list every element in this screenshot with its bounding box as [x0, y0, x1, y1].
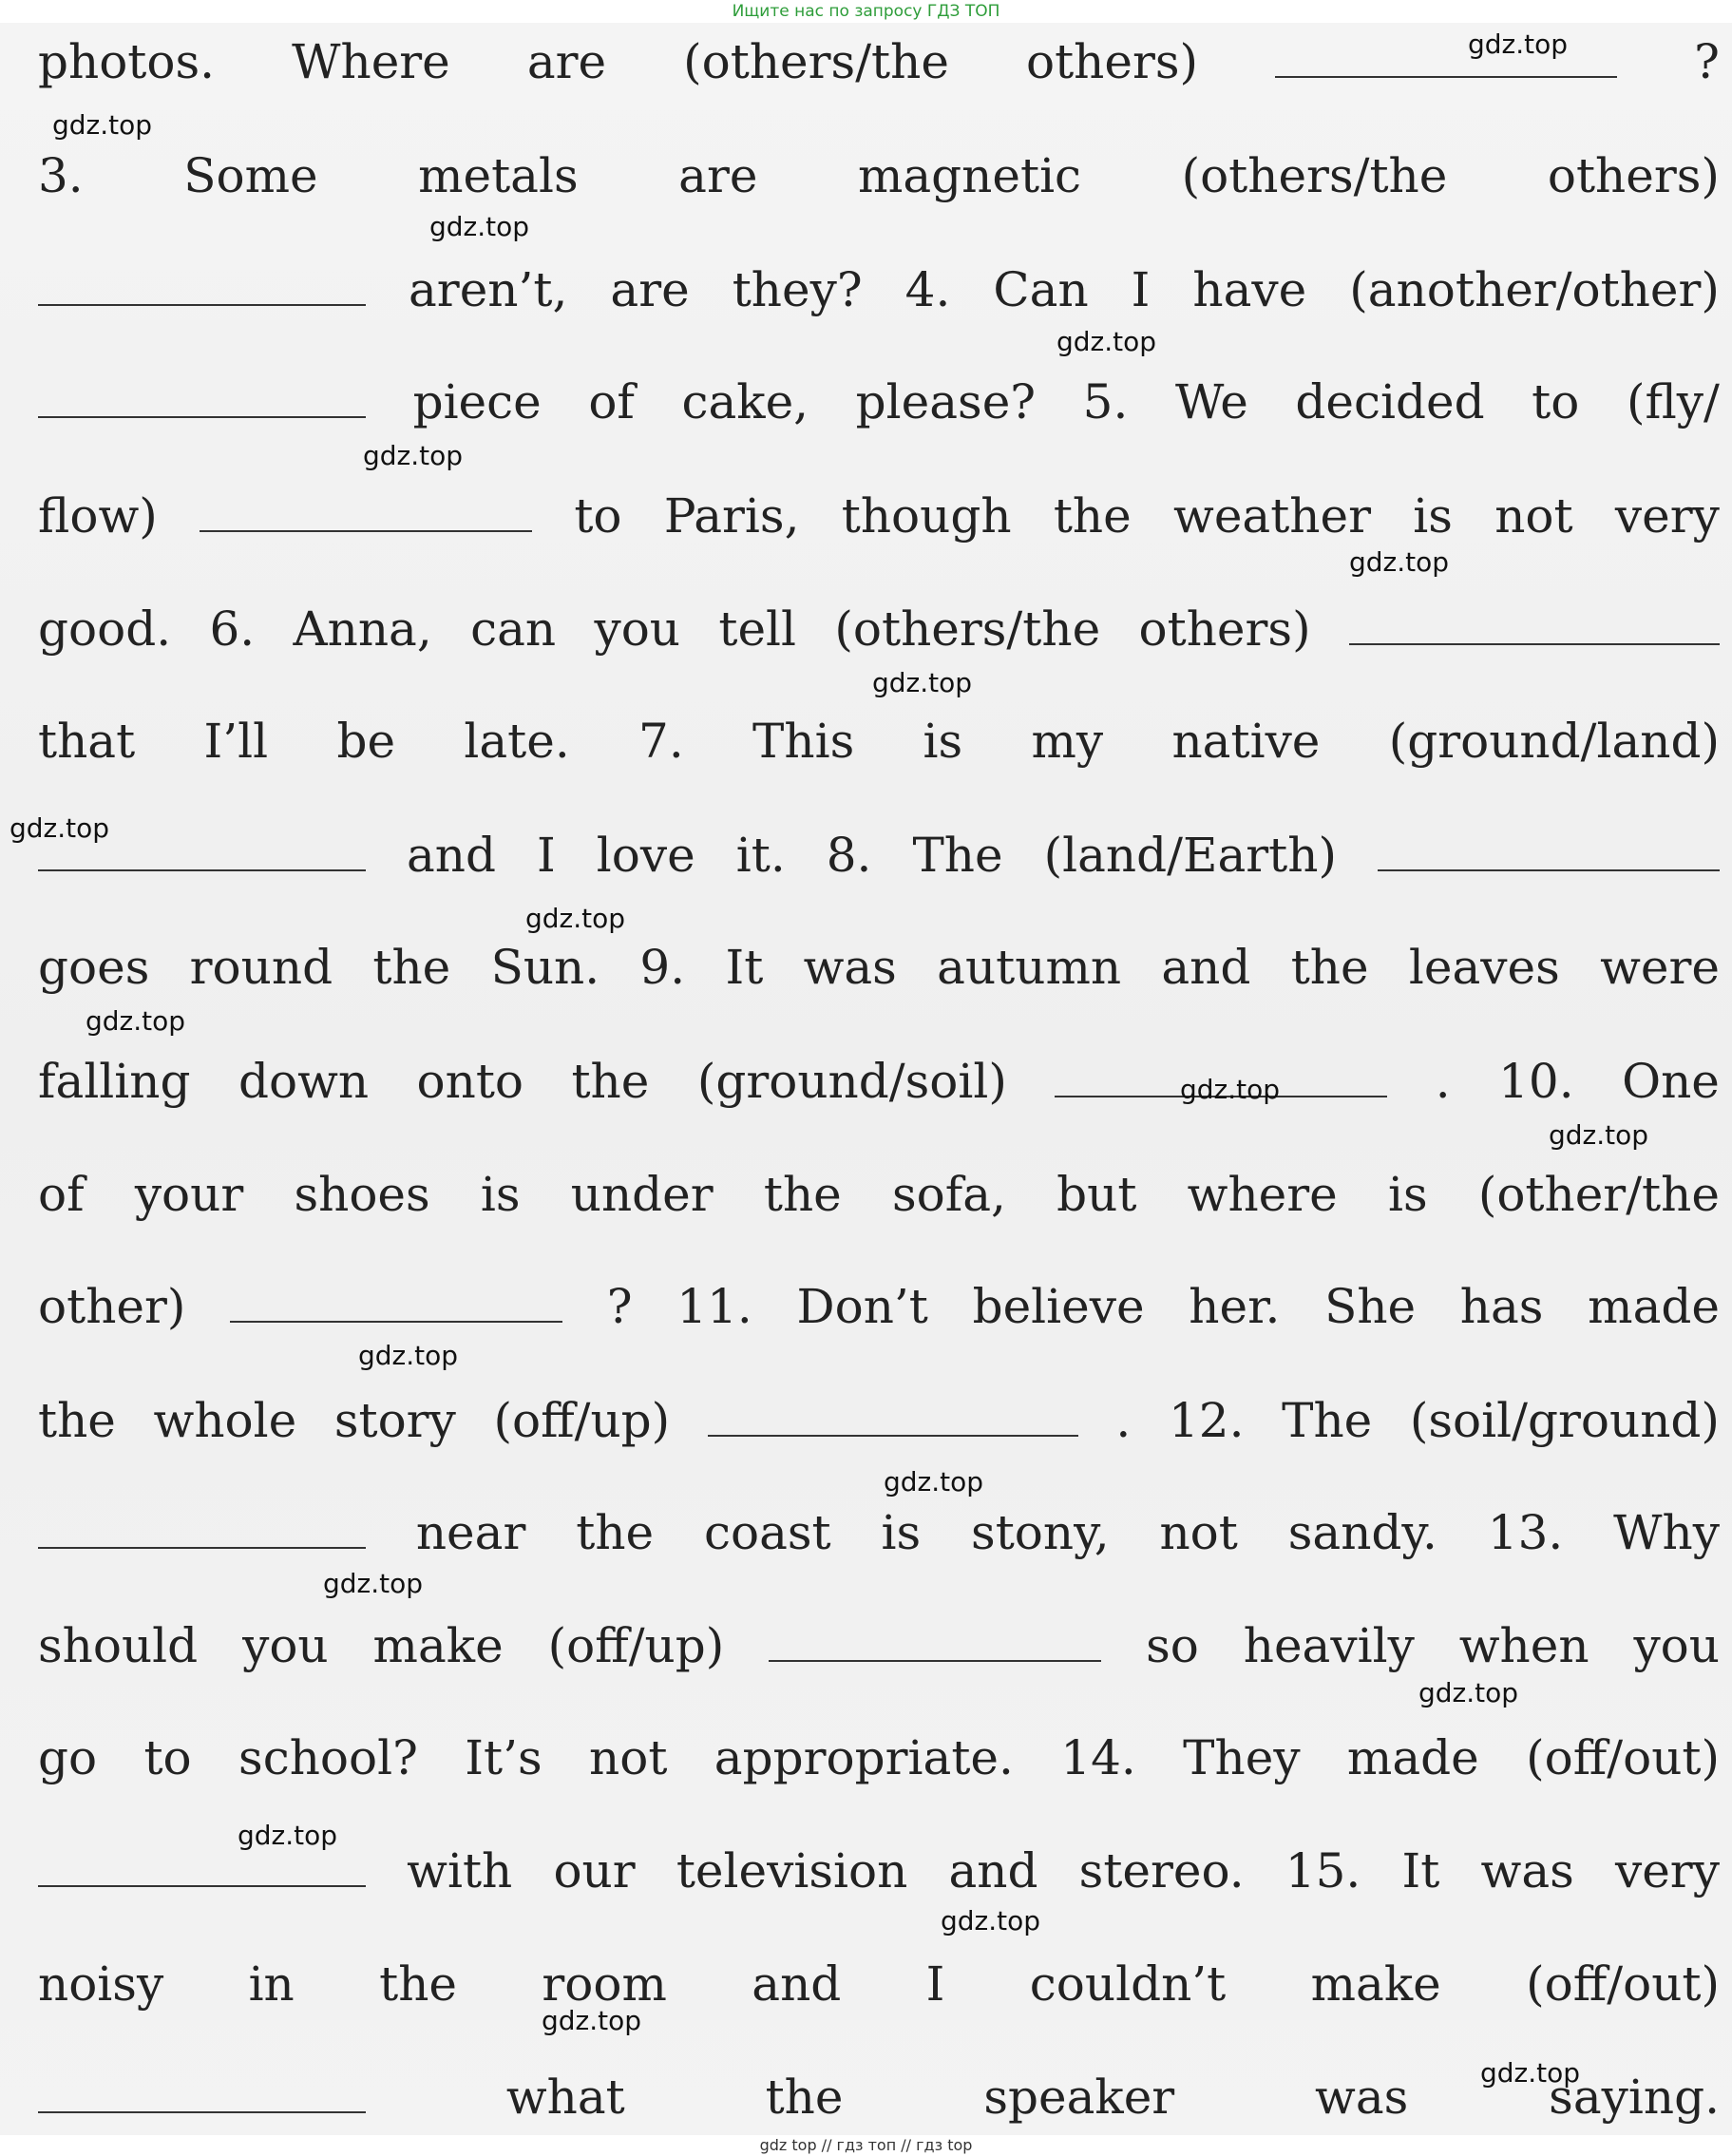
word: flow) [38, 488, 158, 544]
word: (off/out) [1526, 1956, 1720, 2012]
text-line [38, 2064, 1720, 2130]
word: shoes [294, 1167, 430, 1222]
text-line [38, 1499, 1720, 1566]
word: (land/Earth) [1043, 828, 1337, 883]
watermark: gdz.top [358, 1340, 459, 1371]
word: aren’t, [409, 262, 568, 317]
word: others) [1025, 34, 1199, 89]
word: be [336, 714, 396, 769]
answer-blank[interactable] [200, 496, 532, 532]
word: make [1310, 1956, 1441, 2012]
word: Some [183, 148, 318, 203]
word: and [948, 1843, 1038, 1898]
watermark: gdz.top [1418, 1677, 1519, 1708]
word: the [372, 940, 451, 995]
word: I [1131, 262, 1151, 317]
word: where [1187, 1167, 1338, 1222]
word: 13. [1487, 1505, 1564, 1560]
word: not [589, 1730, 668, 1785]
word: when [1458, 1618, 1589, 1673]
word: in [248, 1956, 295, 2012]
text-line [38, 369, 1720, 435]
word: good. [38, 601, 172, 657]
word: has [1459, 1279, 1544, 1334]
word: you [594, 601, 681, 657]
word: They [1183, 1730, 1301, 1785]
word: not [1494, 488, 1573, 544]
word: the [1290, 940, 1369, 995]
word: It’s [465, 1730, 542, 1785]
word: are [610, 262, 690, 317]
word: is [480, 1167, 521, 1222]
word: I [537, 828, 556, 883]
word: of [588, 374, 635, 429]
word: Anna, [293, 601, 432, 657]
answer-blank[interactable] [38, 382, 366, 418]
word: were [1600, 940, 1720, 995]
word: (fly/ [1626, 374, 1720, 429]
word: other) [38, 1279, 186, 1334]
word: and [1161, 940, 1251, 995]
text-line [38, 708, 1720, 774]
word: Sun. [490, 940, 600, 995]
watermark: gdz.top [1468, 29, 1569, 60]
word: is [1387, 1167, 1428, 1222]
word: the [38, 1393, 116, 1448]
word: television [676, 1843, 908, 1898]
word: was [1315, 2070, 1409, 2125]
word: story [333, 1393, 456, 1448]
word: couldn’t [1029, 1956, 1227, 2012]
word: I [925, 1956, 945, 2012]
watermark: gdz.top [323, 1568, 424, 1599]
watermark: gdz.top [1180, 1074, 1281, 1105]
word: to [1532, 374, 1580, 429]
text-line [38, 1725, 1720, 1791]
word: should [38, 1618, 199, 1673]
word: the [571, 1054, 650, 1109]
word: the [763, 1167, 842, 1222]
word: The [1282, 1393, 1373, 1448]
word: magnetic [857, 148, 1082, 203]
text-line [38, 1273, 1720, 1340]
word: The [912, 828, 1003, 883]
text-line [38, 934, 1720, 1001]
word: made [1346, 1730, 1479, 1785]
word: Don’t [796, 1279, 928, 1334]
word: your [134, 1167, 244, 1222]
word: (soil/ground) [1409, 1393, 1720, 1448]
text-line [38, 596, 1720, 662]
word: 12. [1168, 1393, 1245, 1448]
word: school? [238, 1730, 418, 1785]
watermark: gdz.top [941, 1905, 1041, 1937]
word: . [1115, 1393, 1132, 1448]
word: under [570, 1167, 714, 1222]
word: are [526, 34, 607, 89]
watermark: gdz.top [872, 667, 973, 698]
word: leaves [1408, 940, 1560, 995]
watermark: gdz.top [884, 1466, 984, 1498]
word: down [238, 1054, 370, 1109]
word: goes [38, 940, 150, 995]
answer-blank[interactable] [38, 2077, 366, 2113]
word: 8. [826, 828, 872, 883]
word: She [1324, 1279, 1417, 1334]
word: coast [703, 1505, 831, 1560]
word: It [1401, 1843, 1440, 1898]
word: noisy [38, 1956, 164, 2012]
word: to [143, 1730, 192, 1785]
word: I’ll [203, 714, 269, 769]
word: falling [38, 1054, 191, 1109]
word: Can [993, 262, 1089, 317]
watermark: gdz.top [86, 1005, 186, 1037]
word: saying. [1549, 2070, 1720, 2125]
watermark: gdz.top [1549, 1119, 1649, 1151]
word: my [1031, 714, 1104, 769]
word: autumn [937, 940, 1122, 995]
word: cake, [681, 374, 809, 429]
word: weather [1173, 488, 1371, 544]
word: her. [1189, 1279, 1281, 1334]
word: (others/the [834, 601, 1101, 657]
word: (others/the [683, 34, 949, 89]
word: and [752, 1956, 842, 2012]
word: . [1435, 1054, 1451, 1109]
watermark: gdz.top [525, 903, 626, 934]
watermark: gdz.top [238, 1820, 338, 1851]
word: love [596, 828, 695, 883]
word: sofa, [891, 1167, 1006, 1222]
word: 3. [38, 148, 84, 203]
word: (off/up) [547, 1618, 725, 1673]
word: stereo. [1078, 1843, 1245, 1898]
word: 15. [1285, 1843, 1361, 1898]
word: the [576, 1505, 655, 1560]
word: This [752, 714, 855, 769]
word: is [1413, 488, 1453, 544]
word: the [379, 1956, 458, 2012]
word: 9. [639, 940, 686, 995]
word: please? [855, 374, 1037, 429]
word: of [38, 1167, 85, 1222]
word: appropriate. [714, 1730, 1014, 1785]
word: 11. [676, 1279, 752, 1334]
word: (others/the [1181, 148, 1448, 203]
word: is [923, 714, 963, 769]
word: decided [1295, 374, 1485, 429]
word: speaker [983, 2070, 1175, 2125]
word: you [1633, 1618, 1720, 1673]
watermark: gdz.top [52, 109, 153, 141]
word: 14. [1060, 1730, 1136, 1785]
word: 6. [209, 601, 256, 657]
word: (ground/land) [1388, 714, 1720, 769]
watermark: gdz.top [429, 211, 530, 242]
word: (another/other) [1349, 262, 1720, 317]
word: with [407, 1843, 513, 1898]
word: was [803, 940, 897, 995]
answer-blank[interactable] [1349, 609, 1720, 645]
word: native [1171, 714, 1321, 769]
answer-blank[interactable] [1378, 835, 1720, 871]
watermark: gdz.top [542, 2005, 642, 2036]
word: they? [732, 262, 863, 317]
text-line [38, 1387, 1720, 1454]
top-banner[interactable]: Ищите нас по запросу ГДЗ ТОП [0, 0, 1732, 23]
word: that [38, 714, 136, 769]
word: made [1588, 1279, 1720, 1334]
word: have [1192, 262, 1307, 317]
text-line [38, 143, 1720, 209]
word: It [725, 940, 764, 995]
word: Where [292, 34, 450, 89]
word: ? [606, 1279, 633, 1334]
word: others) [1138, 601, 1311, 657]
text-line [38, 257, 1720, 323]
word: are [678, 148, 758, 203]
word: 7. [638, 714, 684, 769]
word: make [372, 1618, 504, 1673]
text-line [38, 1048, 1720, 1115]
word: tell [718, 601, 797, 657]
word: photos. [38, 34, 216, 89]
word: go [38, 1730, 98, 1785]
word: whole [153, 1393, 297, 1448]
word: round [189, 940, 333, 995]
word: and [407, 828, 497, 883]
word: 10. [1498, 1054, 1574, 1109]
word: Why [1613, 1505, 1720, 1560]
word: very [1614, 1843, 1720, 1898]
word: so [1146, 1618, 1199, 1673]
word: room [542, 1956, 667, 2012]
word: ? [1694, 34, 1720, 89]
text-line [38, 1951, 1720, 2017]
word: very [1614, 488, 1720, 544]
word: (off/up) [493, 1393, 671, 1448]
bottom-banner: gdz top // гдз топ // гдз top [0, 2135, 1732, 2156]
word: was [1480, 1843, 1574, 1898]
word: not [1159, 1505, 1238, 1560]
word: though [841, 488, 1012, 544]
watermark: gdz.top [1480, 2057, 1581, 2089]
word: the [1053, 488, 1132, 544]
watermark: gdz.top [363, 440, 464, 471]
answer-blank[interactable] [230, 1287, 562, 1323]
answer-blank[interactable] [38, 1513, 366, 1549]
word: the [765, 2070, 844, 2125]
answer-blank[interactable] [769, 1626, 1101, 1662]
word: piece [412, 374, 542, 429]
word: Paris, [663, 488, 800, 544]
answer-blank[interactable] [38, 1851, 366, 1887]
word: what [505, 2070, 625, 2125]
word: (ground/soil) [696, 1054, 1007, 1109]
word: can [470, 601, 557, 657]
text-line [38, 483, 1720, 549]
word: (other/the [1477, 1167, 1720, 1222]
word: heavily [1243, 1618, 1415, 1673]
answer-blank[interactable] [708, 1401, 1078, 1437]
word: believe [972, 1279, 1145, 1334]
word: 4. [904, 262, 951, 317]
word: sandy. [1287, 1505, 1437, 1560]
word: late. [464, 714, 570, 769]
watermark: gdz.top [1056, 326, 1157, 357]
watermark: gdz.top [1349, 546, 1450, 578]
text-line [38, 1612, 1720, 1679]
word: to [574, 488, 622, 544]
word: near [415, 1505, 526, 1560]
word: you [242, 1618, 329, 1673]
word: (off/out) [1526, 1730, 1720, 1785]
word: our [553, 1843, 636, 1898]
word: onto [416, 1054, 524, 1109]
text-line [38, 822, 1720, 888]
text-line [38, 1161, 1720, 1228]
word: One [1622, 1054, 1720, 1109]
word: is [881, 1505, 922, 1560]
answer-blank[interactable] [38, 270, 366, 306]
word: 5. [1082, 374, 1129, 429]
word: We [1174, 374, 1248, 429]
watermark: gdz.top [10, 812, 110, 844]
word: stony, [971, 1505, 1110, 1560]
word: but [1056, 1167, 1137, 1222]
word: others) [1547, 148, 1720, 203]
word: it. [735, 828, 786, 883]
word: metals [418, 148, 579, 203]
